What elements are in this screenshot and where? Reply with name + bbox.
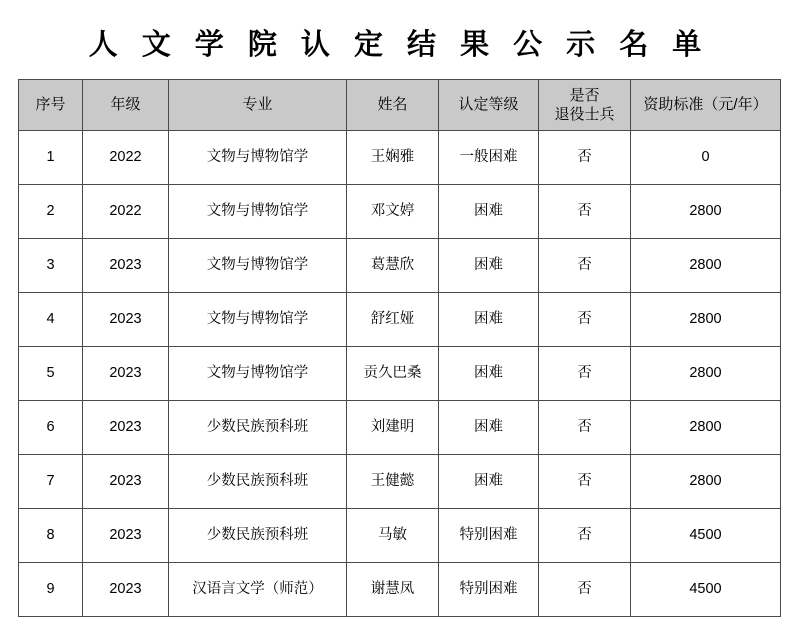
cell-level: 一般困难 bbox=[439, 131, 539, 185]
table-header-row bbox=[19, 80, 781, 131]
cell-level: 困难 bbox=[439, 185, 539, 239]
cell-index: 3 bbox=[19, 239, 83, 293]
column-header-veteran bbox=[539, 80, 631, 131]
cell-level: 困难 bbox=[439, 347, 539, 401]
cell-index: 4 bbox=[19, 293, 83, 347]
table-row bbox=[19, 131, 781, 185]
cell-major: 少数民族预科班 bbox=[169, 509, 347, 563]
page-title: 人 文 学 院 认 定 结 果 公 示 名 单 bbox=[88, 29, 710, 61]
table-header bbox=[19, 80, 781, 131]
table-row bbox=[19, 185, 781, 239]
cell-grade: 2023 bbox=[83, 563, 169, 617]
table-body bbox=[19, 131, 781, 617]
cell-major: 文物与博物馆学 bbox=[169, 185, 347, 239]
cell-index: 6 bbox=[19, 401, 83, 455]
cell-veteran: 否 bbox=[539, 563, 631, 617]
column-header-veteran-line2: 退役士兵 bbox=[554, 106, 615, 123]
cell-veteran: 否 bbox=[539, 347, 631, 401]
cell-grade: 2023 bbox=[83, 509, 169, 563]
cell-name: 贡久巴桑 bbox=[347, 347, 439, 401]
cell-level: 困难 bbox=[439, 293, 539, 347]
cell-grade: 2023 bbox=[83, 293, 169, 347]
column-header-major: 专业 bbox=[169, 80, 347, 131]
cell-level: 困难 bbox=[439, 455, 539, 509]
cell-index: 2 bbox=[19, 185, 83, 239]
cell-name: 王健懿 bbox=[347, 455, 439, 509]
cell-amount: 4500 bbox=[631, 509, 781, 563]
cell-veteran: 否 bbox=[539, 293, 631, 347]
cell-amount: 2800 bbox=[631, 347, 781, 401]
cell-major: 文物与博物馆学 bbox=[169, 131, 347, 185]
column-header-name: 姓名 bbox=[347, 80, 439, 131]
cell-index: 5 bbox=[19, 347, 83, 401]
cell-veteran: 否 bbox=[539, 401, 631, 455]
table-row bbox=[19, 509, 781, 563]
cell-name: 刘建明 bbox=[347, 401, 439, 455]
table-container bbox=[0, 79, 798, 617]
cell-veteran: 否 bbox=[539, 185, 631, 239]
table-row bbox=[19, 293, 781, 347]
table-row bbox=[19, 239, 781, 293]
column-header-index: 序号 bbox=[19, 80, 83, 131]
cell-major: 文物与博物馆学 bbox=[169, 239, 347, 293]
cell-grade: 2023 bbox=[83, 239, 169, 293]
cell-grade: 2023 bbox=[83, 401, 169, 455]
cell-major: 汉语言文学（师范） bbox=[169, 563, 347, 617]
cell-name: 葛慧欣 bbox=[347, 239, 439, 293]
cell-grade: 2022 bbox=[83, 185, 169, 239]
cell-name: 谢慧凤 bbox=[347, 563, 439, 617]
cell-name: 舒红娅 bbox=[347, 293, 439, 347]
column-header-level: 认定等级 bbox=[439, 80, 539, 131]
cell-amount: 2800 bbox=[631, 401, 781, 455]
cell-amount: 2800 bbox=[631, 239, 781, 293]
cell-major: 文物与博物馆学 bbox=[169, 347, 347, 401]
cell-amount: 2800 bbox=[631, 185, 781, 239]
cell-amount: 4500 bbox=[631, 563, 781, 617]
cell-index: 7 bbox=[19, 455, 83, 509]
cell-veteran: 否 bbox=[539, 509, 631, 563]
cell-index: 1 bbox=[19, 131, 83, 185]
cell-amount: 0 bbox=[631, 131, 781, 185]
cell-grade: 2022 bbox=[83, 131, 169, 185]
column-header-veteran-line1: 是否 bbox=[569, 86, 600, 104]
cell-amount: 2800 bbox=[631, 455, 781, 509]
cell-level: 困难 bbox=[439, 239, 539, 293]
cell-level: 特别困难 bbox=[439, 509, 539, 563]
cell-veteran: 否 bbox=[539, 239, 631, 293]
table-row bbox=[19, 347, 781, 401]
cell-name: 邓文婷 bbox=[347, 185, 439, 239]
recognition-results-table bbox=[18, 79, 781, 617]
table-row bbox=[19, 563, 781, 617]
cell-name: 王娴雅 bbox=[347, 131, 439, 185]
cell-index: 9 bbox=[19, 563, 83, 617]
cell-major: 文物与博物馆学 bbox=[169, 293, 347, 347]
column-header-amount: 资助标准（元/年） bbox=[631, 80, 781, 131]
cell-grade: 2023 bbox=[83, 347, 169, 401]
cell-level: 特别困难 bbox=[439, 563, 539, 617]
cell-veteran: 否 bbox=[539, 455, 631, 509]
cell-index: 8 bbox=[19, 509, 83, 563]
cell-major: 少数民族预科班 bbox=[169, 401, 347, 455]
table-row bbox=[19, 455, 781, 509]
cell-amount: 2800 bbox=[631, 293, 781, 347]
table-row bbox=[19, 401, 781, 455]
cell-grade: 2023 bbox=[83, 455, 169, 509]
column-header-grade: 年级 bbox=[83, 80, 169, 131]
cell-name: 马敏 bbox=[347, 509, 439, 563]
cell-level: 困难 bbox=[439, 401, 539, 455]
cell-major: 少数民族预科班 bbox=[169, 455, 347, 509]
cell-veteran: 否 bbox=[539, 131, 631, 185]
